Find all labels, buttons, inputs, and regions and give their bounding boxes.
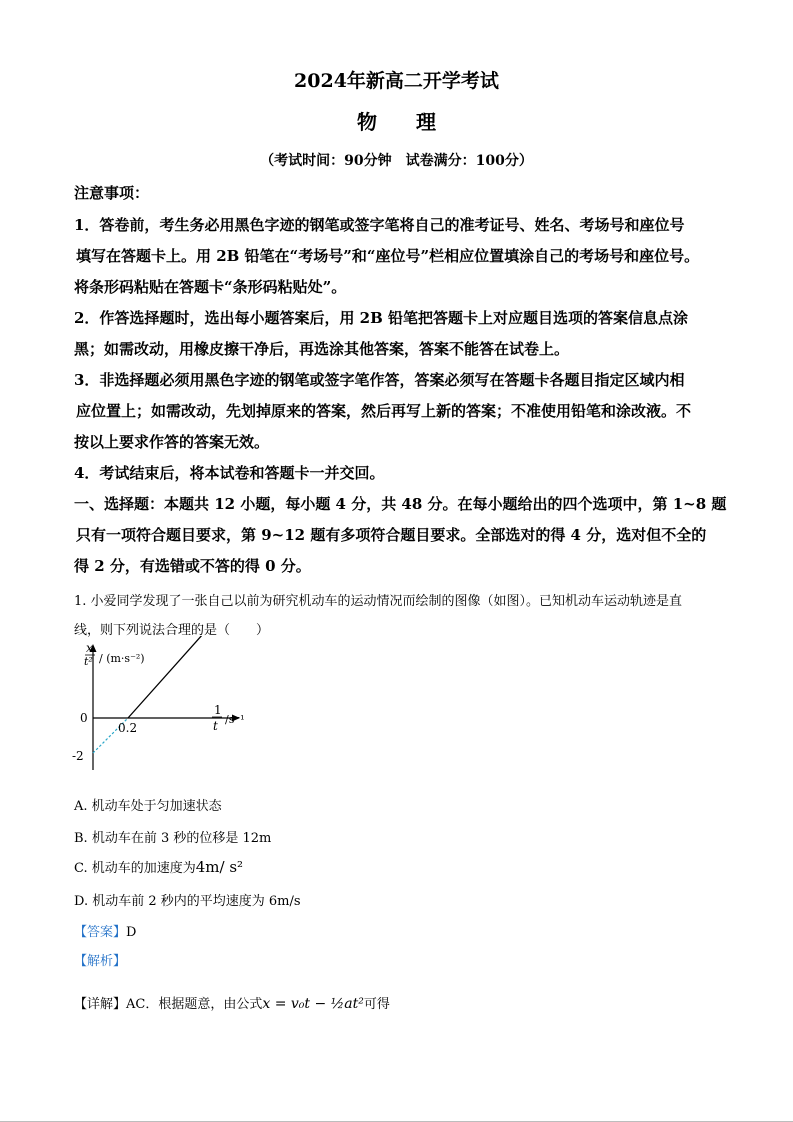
notice-line-1: 1．答卷前，考生务必用黑色字迹的钢笔或签字笔将自己的准考证号、姓名、考场号和座位号 [74,216,685,234]
option-a: A. 机动车处于匀加速状态 [74,799,222,814]
option-c-value: 4m/ s² [195,858,244,876]
section-line-1: 一、选择题：本题共 12 小题，每小题 4 分，共 48 分。在每小题给出的四个选项中，第 1~8 题 [74,495,727,513]
analysis-tag: 【解析】 [74,954,127,969]
section-line-3: 得 2 分，有选错或不答的得 0 分。 [74,557,311,575]
notice-line-9: 4．考试结束后，将本试卷和答题卡一并交回。 [74,464,385,482]
y-label-bottom: t² [84,655,93,668]
motion-graph-svg [68,636,268,776]
answer-line [74,921,136,940]
notice-line-5: 黑；如需改动，用橡皮擦干净后，再选涂其他答案，答案不能答在试卷上。 [74,340,570,358]
option-c-text: C. 机动车的加速度为 [74,861,196,876]
notice-line-4: 2．作答选择题时，选出每小题答案后，用 2B 铅笔把答题卡上对应题目选项的答案信息点涂 [74,309,689,327]
y-label-top: x [86,641,93,655]
exam-title: 2024年新高二开学考试 [294,70,499,92]
answer-tag: 【答案】 [74,925,127,940]
detail-tag: 【详解】 [74,997,127,1012]
notice-line-3: 将条形码粘贴在答题卡“条形码粘贴处”。 [74,278,347,296]
notice-line-8: 按以上要求作答的答案无效。 [74,433,270,451]
y-intercept-label: -2 [72,749,84,763]
detail-end: 可得 [363,997,390,1012]
option-d: D. 机动车前 2 秒内的平均速度为 6m/s [74,894,301,909]
formula: x = v₀t − ½at² [262,996,364,1012]
section-line-2: 只有一项符合题目要求，第 9~12 题有多项符合题目要求。全部选对的得 4 分，选对但不全的 [76,526,707,544]
exam-info: （考试时间：90分钟 试卷满分：100分） [260,153,533,169]
option-b: B. 机动车在前 3 秒的位移是 12m [74,831,272,846]
notice-line-2: 填写在答题卡上。用 2B 铅笔在“考场号”和“座位号”栏相应位置填涂自己的考场号和座位号。 [76,247,700,265]
x-label-bottom: t [213,719,218,733]
x-label-top: 1 [214,703,222,717]
motion-graph [68,636,268,776]
y-label-unit: / (m·s⁻²) [99,652,145,665]
subject-title: 物 理 [357,110,452,134]
origin-label: 0 [80,711,88,725]
x-tick-label: 0.2 [118,721,138,735]
x-label-unit: /s⁻¹ [225,713,245,726]
option-c [74,857,243,876]
notice-line-7: 应位置上；如需改动，先划掉原来的答案，然后再写上新的答案；不准使用铅笔和涂改液。不 [76,402,692,420]
analysis-line [74,950,126,969]
question-stem-line-2: 线，则下列说法合理的是（ ） [74,623,270,638]
data-line [128,636,216,718]
detail-text: AC．根据题意，由公式 [126,997,263,1012]
notice-heading: 注意事项： [74,184,150,202]
detail-line [74,993,390,1012]
question-stem-line-1: 1. 小爱同学发现了一张自己以前为研究机动车的运动情况而绘制的图像（如图）。已知机动车运动轨迹是直 [74,594,683,609]
answer-value: D [126,925,137,940]
notice-line-6: 3．非选择题必须用黑色字迹的钢笔或签字笔作答，答案必须写在答题卡各题目指定区域内相 [74,371,685,389]
